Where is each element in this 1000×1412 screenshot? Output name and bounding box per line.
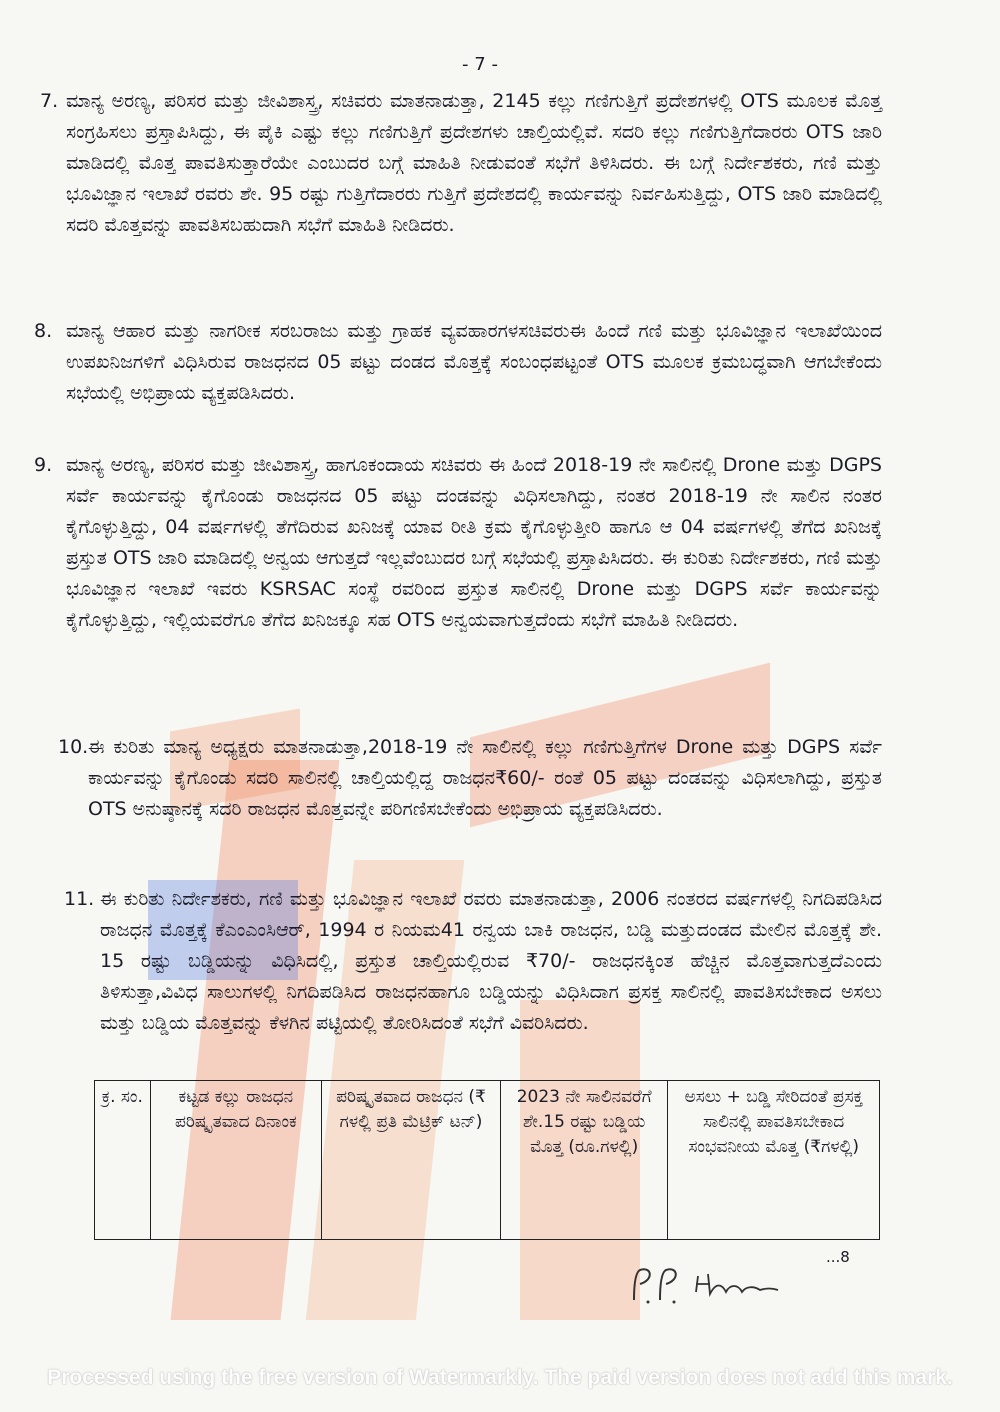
paragraph-number: 9. [34,454,53,476]
interest-table [94,1080,880,1240]
signature [626,1262,796,1312]
paragraph-8: ಮಾನ್ಯ ಆಹಾರ ಮತ್ತು ನಾಗರೀಕ ಸರಬರಾಜು ಮತ್ತು ಗ್ರಾಹಕ ವ್ಯವಹಾರಗಳಸಚಿವರುಈ ಹಿಂದೆ ಗಣಿ ಮತ್ತು ಭೂವಿಜ್ಞಾನ ಇಲಾಖೆಯಿಂದ ಉಪಖನಿಜಗಳಿಗೆ ವಿಧಿಸಿರುವ ರಾಜಧನದ 05 ಪಟ್ಟು ದಂಡದ ಮೊತ್ತಕ್ಕೆ ಸಂಬಂಧಪಟ್ಟಂತೆ OTS ಮೂಲಕ ಕ್ರಮಬದ್ಧವಾಗಿ ಆಗಬೇಕೆಂದು ಸಭೆಯಲ್ಲಿ ಅಭಿಪ್ರಾಯ ವ್ಯಕ್ತಪಡಿಸಿದರು. [66,320,882,404]
continuation-marker: ...8 [826,1248,850,1266]
paragraph-number: 8. [34,320,53,342]
paragraph-11: ಈ ಕುರಿತು ನಿರ್ದೇಶಕರು, ಗಣಿ ಮತ್ತು ಭೂವಿಜ್ಞಾನ ಇಲಾಖೆ ರವರು ಮಾತನಾಡುತ್ತಾ, 2006 ನಂತರದ ವರ್ಷಗಳಲ್ಲಿ ನಿಗದಿಪಡಿಸಿದ ರಾಜಧನ ಮೊತ್ತಕ್ಕೆ ಕೆಎಂಎಂಸಿಆರ್, 1994 ರ ನಿಯಮ41 ರನ್ವಯ ಬಾಕಿ ರಾಜಧನ, ಬಡ್ಡಿ ಮತ್ತುದಂಡದ ಮೇಲಿನ ಮೊತ್ತಕ್ಕೆ ಶೇ. 15 ರಷ್ಟು ಬಡ್ಡಿಯನ್ನು ವಿಧಿಸಿದಲ್ಲಿ, ಪ್ರಸ್ತುತ ಚಾಲ್ತಿಯಲ್ಲಿರುವ ₹70/- ರಾಜಧನಕ್ಕಿಂತ ಹೆಚ್ಚಿನ ಮೊತ್ತವಾಗುತ್ತದೆಎಂದು ತಿಳಿಸುತ್ತಾ,ವಿವಿಧ ಸಾಲುಗಳಲ್ಲಿ ನಿಗದಿಪಡಿಸಿದ ರಾಜಧನಹಾಗೂ ಬಡ್ಡಿಯನ್ನು ವಿಧಿಸಿದಾಗ ಪ್ರಸಕ್ತ ಸಾಲಿನಲ್ಲಿ ಪಾವತಿಸಬೇಕಾದ ಅಸಲು ಮತ್ತು ಬಡ್ಡಿಯ ಮೊತ್ತವನ್ನು ಕೆಳಗಿನ ಪಟ್ಟಿಯಲ್ಲಿ ತೋರಿಸಿದಂತೆ ಸಭೆಗೆ ವಿವರಿಸಿದರು. [100,888,882,1034]
paragraph-9: ಮಾನ್ಯ ಅರಣ್ಯ, ಪರಿಸರ ಮತ್ತು ಜೀವಿಶಾಸ್ತ್ರ, ಹಾಗೂಕಂದಾಯ ಸಚಿವರು ಈ ಹಿಂದೆ 2018-19 ನೇ ಸಾಲಿನಲ್ಲಿ Drone ಮತ್ತು DGPS ಸರ್ವೆ ಕಾರ್ಯವನ್ನು ಕೈಗೊಂಡು ರಾಜಧನದ 05 ಪಟ್ಟು ದಂಡವನ್ನು ವಿಧಿಸಲಾಗಿದ್ದು, ನಂತರ 2018-19 ನೇ ಸಾಲಿನ ನಂತರ ಕೈಗೊಳ್ಳುತ್ತಿದ್ದು, 04 ವರ್ಷಗಳಲ್ಲಿ ತೆಗೆದಿರುವ ಖನಿಜಕ್ಕೆ ಯಾವ ರೀತಿ ಕ್ರಮ ಕೈಗೊಳ್ಳುತ್ತೀರಿ ಹಾಗೂ ಆ 04 ವರ್ಷಗಳಲ್ಲಿ ತೆಗೆದ ಖನಿಜಕ್ಕೆ ಪ್ರಸ್ತುತ OTS ಜಾರಿ ಮಾಡಿದಲ್ಲಿ ಅನ್ವಯ ಆಗುತ್ತದೆ ಇಲ್ಲವೆಂಬುದರ ಬಗ್ಗೆ ಸಭೆಯಲ್ಲಿ ಪ್ರಸ್ತಾಪಿಸಿದರು. ಈ ಕುರಿತು ನಿರ್ದೇಶಕರು, ಗಣಿ ಮತ್ತು ಭೂವಿಜ್ಞಾನ ಇಲಾಖೆ ಇವರು KSRSAC ಸಂಸ್ಥೆ ರವರಿಂದ ಪ್ರಸ್ತುತ ಸಾಲಿನಲ್ಲಿ Drone ಮತ್ತು DGPS ಸರ್ವೆ ಕಾರ್ಯವನ್ನು ಕೈಗೊಳ್ಳುತ್ತಿದ್ದು, ಇಲ್ಲಿಯವರೆಗೂ ತೆಗೆದ ಖನಿಜಕ್ಕೂ ಸಹ OTS ಅನ್ವಯವಾಗುತ್ತದೆಂದು ಸಭೆಗೆ ಮಾಹಿತಿ ನೀಡಿದರು. [66,454,882,631]
table-header-cell: ಪರಿಷ್ಕೃತವಾದ ರಾಜಧನ (₹ ಗಳಲ್ಲಿ ಪ್ರತಿ ಮೆಟ್ರಿಕ್ ಟನ್) [322,1081,501,1240]
watermark-text: Processed using the free version of Watermarkly. The paid version does not add this mark. [47,1366,953,1389]
table-header-cell: ಕ್ರ. ಸಂ. [95,1081,151,1240]
paragraph-7: ಮಾನ್ಯ ಅರಣ್ಯ, ಪರಿಸರ ಮತ್ತು ಜೀವಿಶಾಸ್ತ್ರ, ಸಚಿವರು ಮಾತನಾಡುತ್ತಾ, 2145 ಕಲ್ಲು ಗಣಿಗುತ್ತಿಗೆ ಪ್ರದೇಶಗಳಲ್ಲಿ OTS ಮೂಲಕ ಮೊತ್ತ ಸಂಗ್ರಹಿಸಲು ಪ್ರಸ್ತಾಪಿಸಿದ್ದು, ಈ ಪೈಕಿ ಎಷ್ಟು ಕಲ್ಲು ಗಣಿಗುತ್ತಿಗೆ ಪ್ರದೇಶಗಳು ಚಾಲ್ತಿಯಲ್ಲಿವೆ. ಸದರಿ ಕಲ್ಲು ಗಣಿಗುತ್ತಿಗೆದಾರರು OTS ಜಾರಿ ಮಾಡಿದಲ್ಲಿ ಮೊತ್ತ ಪಾವತಿಸುತ್ತಾರೆಯೇ ಎಂಬುದರ ಬಗ್ಗೆ ಮಾಹಿತಿ ನೀಡುವಂತೆ ಸಭೆಗೆ ತಿಳಿಸಿದರು. ಈ ಬಗ್ಗೆ ನಿರ್ದೇಶಕರು, ಗಣಿ ಮತ್ತು ಭೂವಿಜ್ಞಾನ ಇಲಾಖೆ ರವರು ಶೇ. 95 ರಷ್ಟು ಗುತ್ತಿಗೆದಾರರು ಗುತ್ತಿಗೆ ಪ್ರದೇಶದಲ್ಲಿ ಕಾರ್ಯವನ್ನು ನಿರ್ವಹಿಸುತ್ತಿದ್ದು, OTS ಜಾರಿ ಮಾಡಿದಲ್ಲಿ ಸದರಿ ಮೊತ್ತವನ್ನು ಪಾವತಿಸಬಹುದಾಗಿ ಸಭೆಗೆ ಮಾಹಿತಿ ನೀಡಿದರು. [66,90,882,236]
table-header-cell: ಅಸಲು + ಬಡ್ಡಿ ಸೇರಿದಂತೆ ಪ್ರಸಕ್ತ ಸಾಲಿನಲ್ಲಿ ಪಾವತಿಸಬೇಕಾದ ಸಂಭವನೀಯ ಮೊತ್ತ (₹ಗಳಲ್ಲಿ) [668,1081,880,1240]
page-number: - 7 - [462,54,498,75]
paragraph-number: 10. [58,736,89,758]
paragraph-10: ಈ ಕುರಿತು ಮಾನ್ಯ ಅಧ್ಯಕ್ಷರು ಮಾತನಾಡುತ್ತಾ,2018-19 ನೇ ಸಾಲಿನಲ್ಲಿ ಕಲ್ಲು ಗಣಿಗುತ್ತಿಗೆಗಳ Drone ಮತ್ತು DGPS ಸರ್ವೆ ಕಾರ್ಯವನ್ನು ಕೈಗೊಂಡು ಸದರಿ ಸಾಲಿನಲ್ಲಿ ಚಾಲ್ತಿಯಲ್ಲಿದ್ದ ರಾಜಧನ₹60/- ರಂತೆ 05 ಪಟ್ಟು ದಂಡವನ್ನು ವಿಧಿಸಲಾಗಿದ್ದು, ಪ್ರಸ್ತುತ OTS ಅನುಷ್ಠಾನಕ್ಕೆ ಸದರಿ ರಾಜಧನ ಮೊತ್ತವನ್ನೇ ಪರಿಗಣಿಸಬೇಕೆಂದು ಅಭಿಪ್ರಾಯ ವ್ಯಕ್ತಪಡಿಸಿದರು. [88,736,882,820]
paragraph-number: 11. [64,888,95,910]
table-header-cell: ಕಟ್ಟಡ ಕಲ್ಲು ರಾಜಧನ ಪರಿಷ್ಕೃತವಾದ ದಿನಾಂಕ [150,1081,321,1240]
table-header-cell: 2023 ನೇ ಸಾಲಿನವರೆಗೆ ಶೇ.15 ರಷ್ಟು ಬಡ್ಡಿಯ ಮೊತ್ತ (ರೂ.ಗಳಲ್ಲಿ) [500,1081,667,1240]
table-header-row [95,1081,880,1240]
paragraph-number: 7. [40,90,59,112]
